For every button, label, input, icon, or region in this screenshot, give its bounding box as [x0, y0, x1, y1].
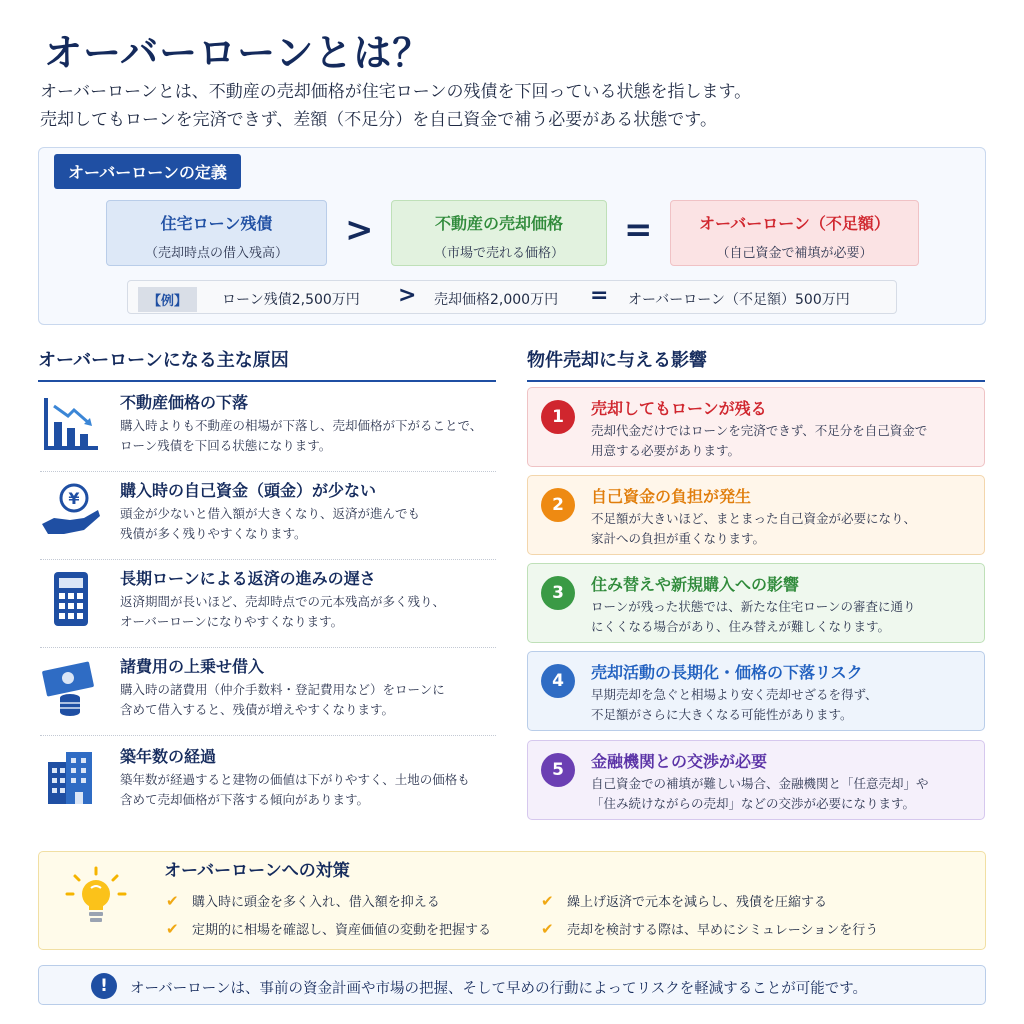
desc-line: 自己資金での補填が難しい場合、金融機関と「任意売却」や [591, 776, 929, 791]
example-greater-than: > [398, 283, 417, 308]
impact-title: 自己資金の負担が発生 [591, 487, 752, 506]
hand-coin-icon [40, 480, 102, 542]
countermeasure-item [166, 891, 440, 910]
cause-description [120, 416, 500, 456]
impact-number-badge: 5 [541, 753, 575, 787]
intro-text [40, 78, 751, 134]
example-result: オーバーローン（不足額）500万円 [628, 292, 850, 308]
desc-line: 売却代金だけではローンを完済できず、不足分を自己資金で [591, 423, 928, 438]
svg-text:¥: ¥ [68, 489, 80, 508]
desc-line: 築年数が経過すると建物の価値は下がりやすく、土地の価格も [120, 772, 470, 787]
intro-line: 売却してもローンを完済できず、差額（不足分）を自己資金で補う必要がある状態です。 [40, 110, 717, 130]
overloan-box [670, 200, 919, 266]
summary-note-text: オーバーローンは、事前の資金計画や市場の把握、そして早めの行動によってリスクを軽減することが可能です。 [130, 981, 868, 997]
checkmark-icon: ✔ [166, 892, 179, 910]
page-title: オーバーローンとは？ [44, 31, 432, 75]
desc-line: 不足額が大きいほど、まとまった自己資金が必要になり、 [591, 511, 917, 526]
desc-line: 含めて借入すると、残債が増えやすくなります。 [120, 702, 395, 717]
cause-description [120, 680, 500, 720]
checkmark-icon: ✔ [166, 920, 179, 938]
definition-tag: オーバーローンの定義 [54, 154, 241, 189]
impact-description [591, 774, 971, 814]
desc-line: 残債が多く残りやすくなります。 [120, 526, 307, 541]
cause-title: 購入時の自己資金（頭金）が少ない [120, 481, 377, 500]
desc-line: ローンが残った状態では、新たな住宅ローンの審査に通り [591, 599, 916, 614]
greater-than-sign: > [345, 210, 374, 250]
desc-line: 用意する必要があります。 [591, 443, 741, 458]
example-loan: ローン残債2,500万円 [222, 292, 360, 308]
impact-item [527, 740, 985, 820]
cause-description [120, 504, 500, 544]
cause-item [40, 648, 496, 736]
impact-title: 住み替えや新規購入への影響 [591, 575, 800, 594]
example-equals: = [590, 283, 609, 308]
desc-line: 返済期間が長いほど、売却時点での元本残高が多く残り、 [120, 594, 446, 609]
cause-item [40, 738, 496, 826]
countermeasure-item [541, 919, 878, 938]
sale-price-label: 不動産の売却価格 [434, 214, 563, 233]
impact-item [527, 387, 985, 467]
intro-line: オーバーローンとは、不動産の売却価格が住宅ローンの残債を下回っている状態を指します。 [40, 82, 752, 102]
summary-note [38, 965, 986, 1005]
cause-item [40, 560, 496, 648]
desc-line: 早期売却を急ぐと相場より安く売却せざるを得ず、 [591, 687, 878, 702]
cause-item [40, 472, 496, 560]
building-icon [40, 746, 102, 808]
impact-number-badge: 4 [541, 664, 575, 698]
desc-line: 購入時の諸費用（仲介手数料・登記費用など）をローンに [120, 682, 445, 697]
desc-line: 家計への負担が重くなります。 [591, 531, 766, 546]
overloan-label: オーバーローン（不足額） [699, 214, 890, 233]
impact-title: 金融機関との交渉が必要 [591, 752, 768, 771]
countermeasure-text: 繰上げ返済で元本を減らし、残債を圧縮する [567, 895, 828, 910]
cause-item [40, 384, 496, 472]
impact-number-badge: 1 [541, 400, 575, 434]
example-row [127, 280, 897, 314]
impact-item [527, 651, 985, 731]
desc-line: 購入時よりも不動産の相場が下落し、売却価格が下がることで、 [120, 418, 483, 433]
countermeasure-text: 購入時に頭金を多く入れ、借入額を抑える [192, 895, 440, 910]
desc-line: 頭金が少ないと借入額が大きくなり、返済が進んでも [120, 506, 421, 521]
cause-title: 築年数の経過 [120, 747, 217, 766]
desc-line: 「住み続けながらの売却」などの交渉が必要になります。 [591, 796, 916, 811]
money-coins-icon [40, 656, 102, 718]
countermeasures-panel [38, 851, 986, 950]
overloan-note: （自己資金で補填が必要） [716, 246, 873, 261]
impact-description [591, 685, 971, 725]
desc-line: ローン残債を下回る状態になります。 [120, 438, 332, 453]
impact-description [591, 421, 971, 461]
cause-title: 諸費用の上乗せ借入 [120, 657, 265, 676]
price-drop-chart-icon [40, 392, 102, 454]
countermeasure-text: 定期的に相場を確認し、資産価値の変動を把握する [192, 923, 492, 938]
cause-description [120, 770, 500, 810]
example-tag: 【例】 [138, 287, 197, 312]
desc-line: にくくなる場合があり、住み替えが難しくなります。 [591, 619, 891, 634]
lightbulb-icon [65, 866, 127, 928]
impact-number-badge: 2 [541, 488, 575, 522]
loan-balance-label: 住宅ローン残債 [160, 214, 273, 233]
sale-price-box [391, 200, 607, 266]
countermeasure-item [541, 891, 827, 910]
calculator-icon [40, 568, 102, 630]
checkmark-icon: ✔ [541, 920, 554, 938]
countermeasures-heading: オーバーローンへの対策 [164, 861, 350, 881]
impact-item [527, 563, 985, 643]
impact-number-badge: 3 [541, 576, 575, 610]
causes-heading: オーバーローンになる主な原因 [38, 346, 496, 382]
sale-price-note: （市場で売れる価格） [433, 246, 564, 261]
countermeasure-text: 売却を検討する際は、早めにシミュレーションを行う [567, 923, 879, 938]
checkmark-icon: ✔ [541, 892, 554, 910]
impacts-heading: 物件売却に与える影響 [527, 346, 985, 382]
impact-title: 売却活動の長期化・価格の下落リスク [591, 663, 863, 682]
example-price: 売却価格2,000万円 [434, 292, 559, 308]
desc-line: オーバーローンになりやすくなります。 [120, 614, 344, 629]
loan-balance-box [106, 200, 327, 266]
equals-sign: = [624, 210, 653, 250]
cause-title: 長期ローンによる返済の進みの遅さ [120, 569, 376, 588]
impact-description [591, 509, 971, 549]
countermeasure-item [166, 919, 491, 938]
cause-title: 不動産価格の下落 [120, 393, 249, 412]
desc-line: 不足額がさらに大きくなる可能性があります。 [591, 707, 853, 722]
impact-title: 売却してもローンが残る [591, 399, 767, 418]
impact-item [527, 475, 985, 555]
impact-description [591, 597, 971, 637]
loan-balance-note: （売却時点の借入残高） [144, 246, 288, 261]
cause-description [120, 592, 500, 632]
desc-line: 含めて売却価格が下落する傾向があります。 [120, 792, 370, 807]
exclamation-icon: ! [91, 973, 117, 999]
definition-panel [38, 147, 986, 325]
